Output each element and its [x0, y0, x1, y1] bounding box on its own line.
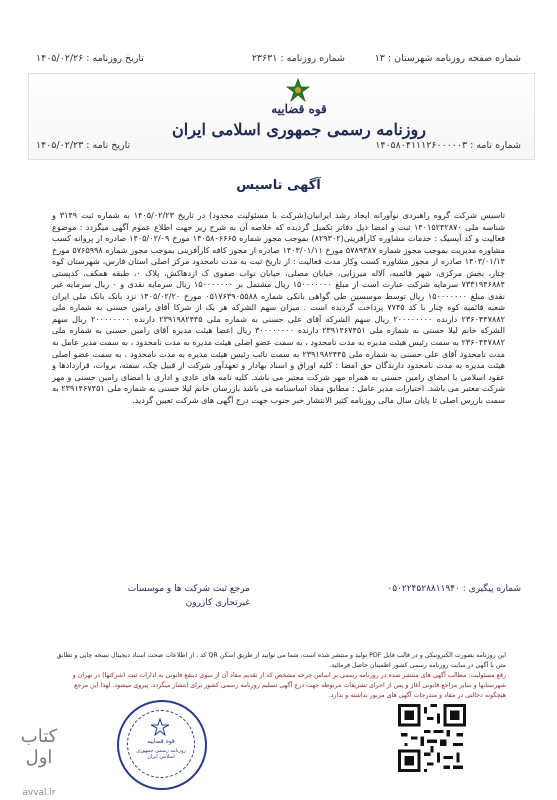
- seal-line2: روزنامه رسمی جمهوری اسلامی ایران: [136, 748, 186, 760]
- notice-body: تاسیس شرکت گروه راهبردی نوآورانه ایجاد رشد ایرانیان(شرکت با مسئولیت محدود) در تاریخ ۱۴۰۵/۰۲/۲۳ به شماره ثبت ۳۱۴۹ و شناسه ملی ۱۴۰۱۵۲۴۲۸۷۰ ثبت و امضا ذیل دفاتر تکمیل گردیده که خلاصه آن به شرح زیر جهت اطلاع عموم آگهی میگردد : موضوع فعالیت و کد آیسیک : خدمات مشاوره کارآفرینی(۸۲۹۳۰۲) بموجب مجوز شماره ۱۴۰۵۸۰۶۶۶۵ مورخ ۱۴۰۵/۰۲/۰۹ صادره از پروانه کسب مشاوره مدیریت بموجب مجوز شماره ۵۷۸۹۳۸۷ مورخ ۱۴۰۳/۰۱/۱۱ صادره از مجوز کافه کارآفرینی بموجب مجوز شماره ۵۷۶۵۹۹۸ مورخ ۱۴۰۳/۰۱/۱۴ صادره از مجوز مشاوره کسب وکار مدت فعالیت : از تاریخ ثبت به مدت نامحدود مرکز اصلی استان فارس، شهرستان کوه چنار، بخش مرکزی، شهر قائمیه، آلاله میرزایی، خیابان مصلی، خیابان نواب صفوی ک ازدهاکش، پلاک ۰، طبقه همکف، کدپستی ۷۳۳۱۹۴۶۸۸۴ سرمایه شرکت عبارت است از مبلغ ۱۵۰۰۰۰۰۰۰ ریال مشتمل بر ۱۵۰۰۰۰۰۰۰ ریال سرمایه نقدی و ۰ ریال سرمایه غیر نقدی مبلغ ۱۵۰۰۰۰۰۰۰ ریال توسط موسسین طی گواهی بانکی شماره ۰۵۱۷۶۳۹۰۵۵۸۸ مورخ ۱۴۰۵/۰۲/۲۰ نزد بانک بانک ملی ایران شعبه قائمیه کوه چنار با کد ۷۷۴۵ پرداخت گردیده است . میزان سهم الشرکه هر یک از شرکا آقای رامین حسنی به شماره ملی ۲۳۶۰۴۴۷۸۸۲ دارنده ۲۰۰۰۰۰۰۰۰ ریال سهم الشرکه آقای علی حسنی به شماره ملی ۲۳۹۱۹۸۲۴۴۵ دارنده ۲۰۰۰۰۰۰۰۰ ریال سهم الشرکه خانم لیلا حسنی به شماره ملی ۲۳۹۱۴۶۷۴۵۱ دارنده ۳۰۰۰۰۰۰۰۰ ریال اعضا هیئت مدیره آقای رامین حسنی به شماره ملی ۲۳۶۰۴۴۷۸۸۲ به سمت رئیس هیئت مدیره به مدت نامحدود ، به سمت عضو اصلی هیئت مدیره به مدت نامحدود ، به سمت مدیر عامل به مدت نامحدود آقای علی حسنی به شماره ملی ۲۳۹۱۹۸۲۴۴۵ به سمت نائب رئیس هیئت مدیره به مدت نامحدود ، به سمت عضو اصلی هیئت مدیره به مدت نامحدود دارندگان حق امضا : کلیه اوراق و اسناد بهادار و تعهدآور شرکت از قبیل چک، سفته، بروات، قراردادها و عقود اسلامی با امضای رامین حسنی به همراه مهر شرکت معتبر می باشد. کلیه نامه های عادی و اداری با امضای رامین حسنی و مهر شرکت معتبر می باشد. اختیارات مدیر عامل : مطابق مفاد اساسنامه می باشد بازرسان خانم لیلا حسنی به شماره ملی ۲۳۹۱۴۶۷۴۵۱ به سمت بازرس اصلی تا پایان سال مالی روزنامه کثیر الانتشار خبر جنوب جهت درج آگهی های شرکت تعیین گردید.: [52, 210, 506, 405]
- avval-watermark: [8, 720, 70, 798]
- footer-notice: [52, 651, 506, 701]
- seal-emblem-icon: [149, 718, 171, 736]
- masthead-line1: قوه قضاییه: [271, 102, 327, 116]
- letter-number: شماره نامه : ۱۴۰۵۸۰۴۱۱۱۲۶۰۰۰۰۰۳: [375, 140, 521, 151]
- official-seal: [117, 700, 207, 790]
- letter-date: تاریخ نامه : ۱۴۰۵/۰۲/۲۳: [36, 140, 131, 151]
- registrar-line2: غیرتجاری کازرون: [185, 598, 250, 608]
- masthead-line2: روزنامه رسمی جمهوری اسلامی ایران: [172, 120, 426, 139]
- notice-title: آگهی تاسیس: [236, 178, 321, 193]
- watermark-url: avval.ir: [22, 788, 56, 798]
- registrar-line1: مرجع ثبت شرکت ها و موسسات: [127, 584, 250, 594]
- page-number: شماره صفحه روزنامه شهرستان : ۱۳: [374, 53, 521, 64]
- footer-line1: این روزنامه بصورت الکترونیکی و در قالب فایل PDF تولید و منتشر شده است، شما می توانید از طریق اسکن QR کد ، از اطلاعات صحت اسناد دیجیتال نسخه چاپی و تطابق متن با آگهی در سایت روزنامه رسمی کشور اطمینان حاصل فرمائید.: [56, 652, 506, 669]
- newspaper-date: تاریخ روزنامه : ۱۴۰۵/۰۲/۲۶: [36, 53, 144, 64]
- seal-line1: قوه قضاییه: [147, 738, 175, 745]
- tracking-number: شماره پیگیری : ۰۵۰۲۲۴۵۲۸۸۱۱۹۴۰: [387, 584, 521, 594]
- footer-line2: رفع مسئولیت: مطالب آگهی های منتشر شده در روزنامه رسمی بر اساس چرخه مشخص که از تقدیم مفاد آن از سوی ذینفع قانونی به ادارات ثبت (شرکتها) در تهران و شهرستانها و سایر مراجع قانونی آغاز و پس از اجرای تشریفات مربوطه جهت درج آگهی تسلیم روزنامه رسمی کشور برای انتشار میگردد. پیروی میشود. لهذا این مرجع هیچگونه دخالتی در مفاد و مندرجات آگهی های مزبور نداشته و ندارد.: [72, 672, 506, 699]
- qr-code[interactable]: [398, 704, 466, 772]
- watermark-text: کتاب اول: [20, 726, 58, 768]
- newspaper-number: شماره روزنامه : ۲۳۶۳۱: [251, 53, 345, 64]
